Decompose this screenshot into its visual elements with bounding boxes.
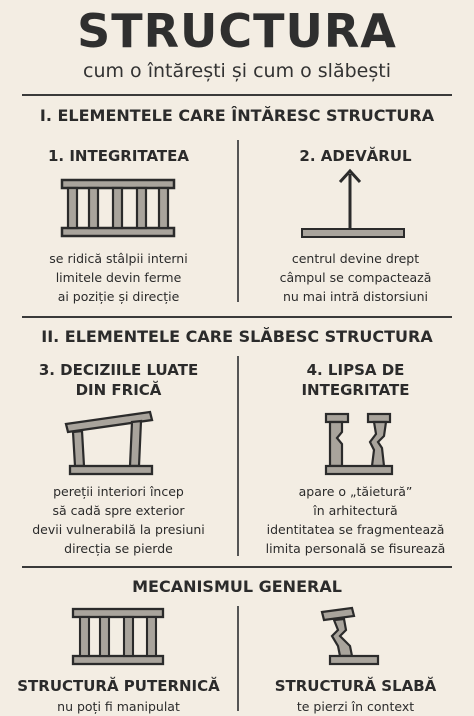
heading-line: 3. DECIZIILE LUATE <box>38 361 199 379</box>
description-line: ai poziție și direcție <box>57 289 180 304</box>
strong-structure-heading: STRUCTURĂ PUTERNICĂ <box>17 677 220 695</box>
lack-of-integrity-heading <box>237 360 474 400</box>
cracked-pillars-icon <box>322 410 396 476</box>
divider <box>22 316 452 318</box>
description-line: devii vulnerabilă la presiuni <box>32 522 205 537</box>
description-line: pereții interiori încep <box>53 484 184 499</box>
divider <box>22 566 452 568</box>
description-line: nu poți fi manipulat <box>57 699 180 714</box>
fear-decisions-heading <box>0 360 237 400</box>
description-line: se ridică stâlpii interni <box>49 251 188 266</box>
description-line: direcția se pierde <box>64 541 173 556</box>
description-line: în arhitectură <box>313 503 398 518</box>
truth-heading: 2. ADEVĂRUL <box>299 147 412 165</box>
description-line: centrul devine drept <box>291 251 420 266</box>
heading-line: 4. LIPSA DE <box>306 361 405 379</box>
weak-structure-description <box>237 697 474 716</box>
upright-pillars-icon <box>58 178 178 240</box>
description-line: apare o „tăietură” <box>298 484 413 499</box>
broken-pillar-icon <box>318 606 384 668</box>
description-line: nu mai intră distorsiuni <box>282 289 429 304</box>
heading-line: INTEGRITATE <box>301 381 410 399</box>
strong-structure-icon <box>70 606 166 668</box>
description-line: limitele devin ferme <box>55 270 182 285</box>
description-line: limita personală se fisurează <box>265 541 446 556</box>
strong-structure-description <box>0 697 237 716</box>
upward-arrow-icon <box>300 166 406 240</box>
truth-description <box>237 249 474 306</box>
weak-structure-heading: STRUCTURĂ SLABĂ <box>274 677 437 695</box>
integrity-description <box>0 249 237 306</box>
leaning-pillars-icon <box>60 410 160 476</box>
description-line: identitatea se fragmentează <box>266 522 445 537</box>
page-title: STRUCTURA <box>77 4 397 58</box>
description-line: te pierzi în context <box>296 699 415 714</box>
section-3-title: MECANISMUL GENERAL <box>132 577 342 596</box>
divider <box>22 94 452 96</box>
fear-decisions-description <box>0 482 237 558</box>
description-line: să cadă spre exterior <box>52 503 185 518</box>
page-subtitle: cum o întărești și cum o slăbești <box>83 60 391 82</box>
lack-of-integrity-description <box>237 482 474 558</box>
integrity-heading: 1. INTEGRITATEA <box>47 147 189 165</box>
heading-line: DIN FRICĂ <box>75 381 162 399</box>
section-2-title: II. ELEMENTELE CARE SLĂBESC STRUCTURA <box>41 327 433 346</box>
description-line: câmpul se compactează <box>279 270 432 285</box>
section-1-title: I. ELEMENTELE CARE ÎNTĂRESC STRUCTURA <box>39 106 435 125</box>
